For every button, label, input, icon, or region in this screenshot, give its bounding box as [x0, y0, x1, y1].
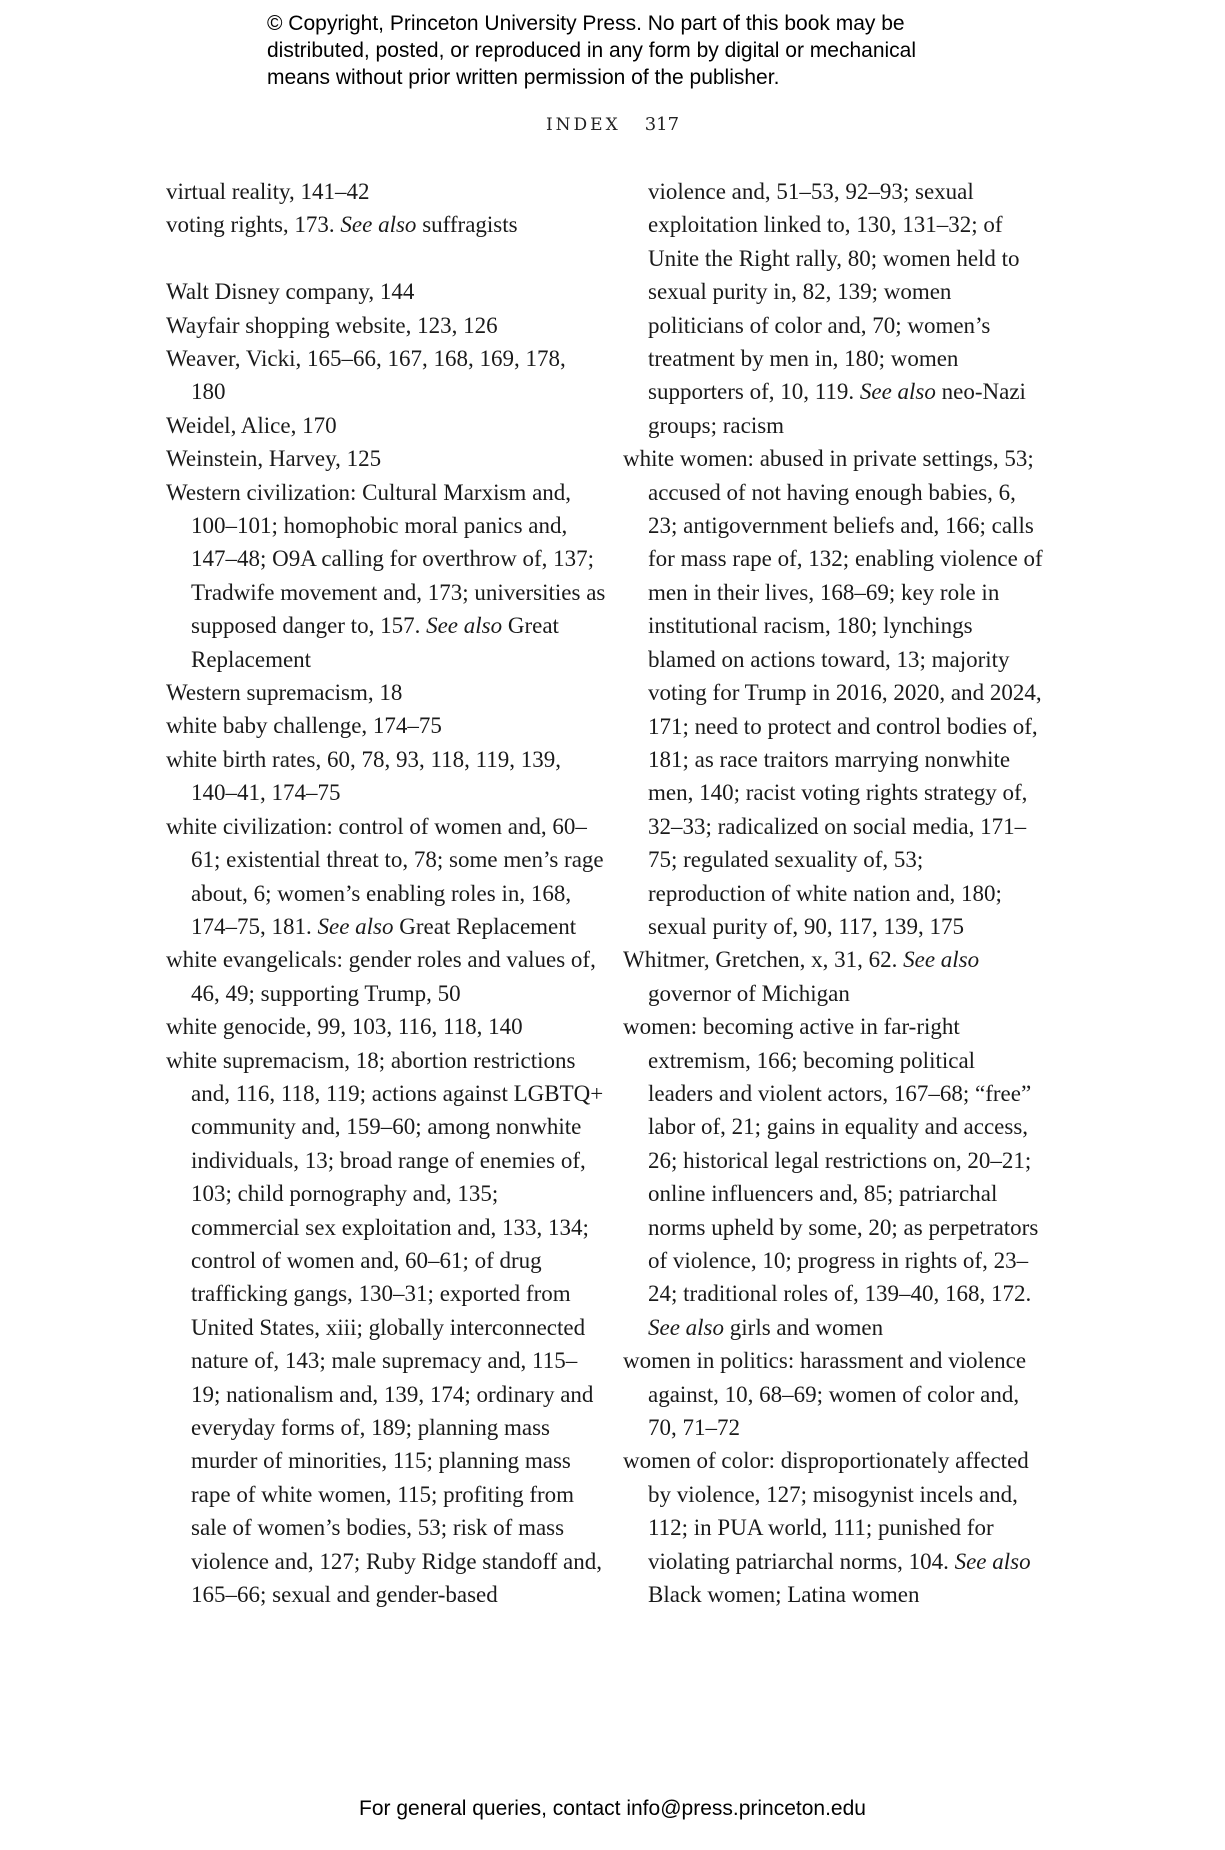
index-entry-continuation: violence and, 51–53, 92–93; sexual exploitation linked to, 130, 131–32; of Unite the Right rally, 80; women held to sexual purity in, 82, 139; women politicians of color and, 70; women’s treatment by men in, 180; women supporters of, 10, 119. See also neo-Nazi groups; racism: [648, 179, 1026, 438]
see-also: See also: [317, 913, 394, 939]
copyright-line-1: © Copyright, Princeton University Press. No part of this book may be: [267, 12, 905, 35]
see-also: See also: [859, 379, 936, 405]
letter-group-gap: [166, 242, 606, 275]
copyright-line-2: distributed, posted, or reproduced in any form by digital or mechanical: [267, 39, 917, 62]
running-head: [0, 114, 1225, 135]
index-entry: white women: abused in private settings, 53; accused of not having enough babies, 6, 23; antigovernment beliefs and, 166; calls for mass rape of, 132; enabling violence of men in their lives, 168–69; key role in institutional racism, 180; lynchings blamed on actions toward, 13; majority voting for Trump in 2016, 2020, and 2024, 171; need to protect and control bodies of, 181; as race traitors marrying nonwhite men, 140; racist voting rights strategy of, 32–33; radicalized on social media, 171–75; regulated sexuality of, 53; reproduction of white nation and, 180; sexual purity of, 90, 117, 139, 175: [623, 446, 1043, 939]
see-also: See also: [903, 947, 980, 973]
index-entry: white supremacism, 18; abortion restrictions and, 116, 118, 119; actions against LGBTQ+ community and, 159–60; among nonwhite individuals, 13; broad range of enemies of, 103; child pornography and, 135; commercial sex exploitation and, 133, 134; control of women and, 60–61; of drug trafficking gangs, 130–31; exported from United States, xiii; globally interconnected nature of, 143; male supremacy and, 115–19; nationalism and, 139, 174; ordinary and everyday forms of, 189; planning mass murder of minorities, 115; planning mass rape of white women, 115; profiting from sale of women’s bodies, 53; risk of mass violence and, 127; Ruby Ridge standoff and, 165–66; sexual and gender-based: [166, 1047, 604, 1608]
see-also: See also: [648, 1314, 725, 1340]
see-also: See also: [426, 613, 503, 639]
page-number: 317: [644, 114, 680, 135]
index-entry: women in politics: harassment and violence against, 10, 68–69; women of color and, 70, 71–72: [623, 1348, 1027, 1441]
index-entry: Weinstein, Harvey, 125: [166, 446, 382, 472]
copyright-line-3: means without prior written permission of the publisher.: [267, 66, 780, 89]
index-entry: white birth rates, 60, 78, 93, 118, 119, 139, 140–41, 174–75: [166, 746, 561, 806]
index-entry: women of color: disproportionately affected by violence, 127; misogynist incels and, 112; in PUA world, 111; punished for violating patriarchal norms, 104. See also Black women; Latina women: [623, 1448, 1031, 1608]
index-entry: women: becoming active in far-right extremism, 166; becoming political leaders and violent actors, 167–68; “free” labor of, 21; gains in equality and access, 26; historical legal restrictions on, 20–21; online influencers and, 85; patriarchal norms upheld by some, 20; as perpetrators of violence, 10; progress in rights of, 23–24; traditional roles of, 139–40, 168, 172. See also girls and women: [623, 1014, 1039, 1340]
index-entry: Whitmer, Gretchen, x, 31, 62. See also governor of Michigan: [623, 947, 980, 1006]
index-entry: Weaver, Vicki, 165–66, 167, 168, 169, 178, 180: [166, 346, 566, 405]
footer-contact: For general queries, contact info@press.princeton.edu: [359, 1797, 866, 1820]
index-entry: white genocide, 99, 103, 116, 118, 140: [166, 1014, 523, 1040]
see-also: See also: [954, 1548, 1031, 1574]
index-entry: Western supremacism, 18: [166, 680, 403, 706]
index-entry: white civilization: control of women and, 60–61; existential threat to, 78; some men’s rage about, 6; women’s enabling roles in, 168, 174–75, 181. See also Great Replacement: [166, 813, 604, 939]
see-also: See also: [340, 212, 417, 238]
index-entry: voting rights, 173. See also suffragists: [166, 212, 518, 238]
index-entry: Walt Disney company, 144: [166, 279, 415, 305]
section-title: INDEX: [545, 115, 621, 135]
index-entry: virtual reality, 141–42: [166, 179, 370, 204]
index-column-right: [623, 175, 1043, 1611]
index-entry: white evangelicals: gender roles and values of, 46, 49; supporting Trump, 50: [166, 947, 596, 1006]
index-entry: Wayfair shopping website, 123, 126: [166, 312, 498, 338]
index-column-left: [166, 175, 606, 1611]
index-entry: Western civilization: Cultural Marxism and, 100–101; homophobic moral panics and, 147–48; O9A calling for overthrow of, 137; Tradwife movement and, 173; universities as supposed danger to, 157. See also Great Replacement: [166, 479, 606, 672]
index-entry: white baby challenge, 174–75: [166, 713, 442, 739]
copyright-notice: [267, 10, 1027, 91]
index-entry: Weidel, Alice, 170: [166, 412, 337, 438]
